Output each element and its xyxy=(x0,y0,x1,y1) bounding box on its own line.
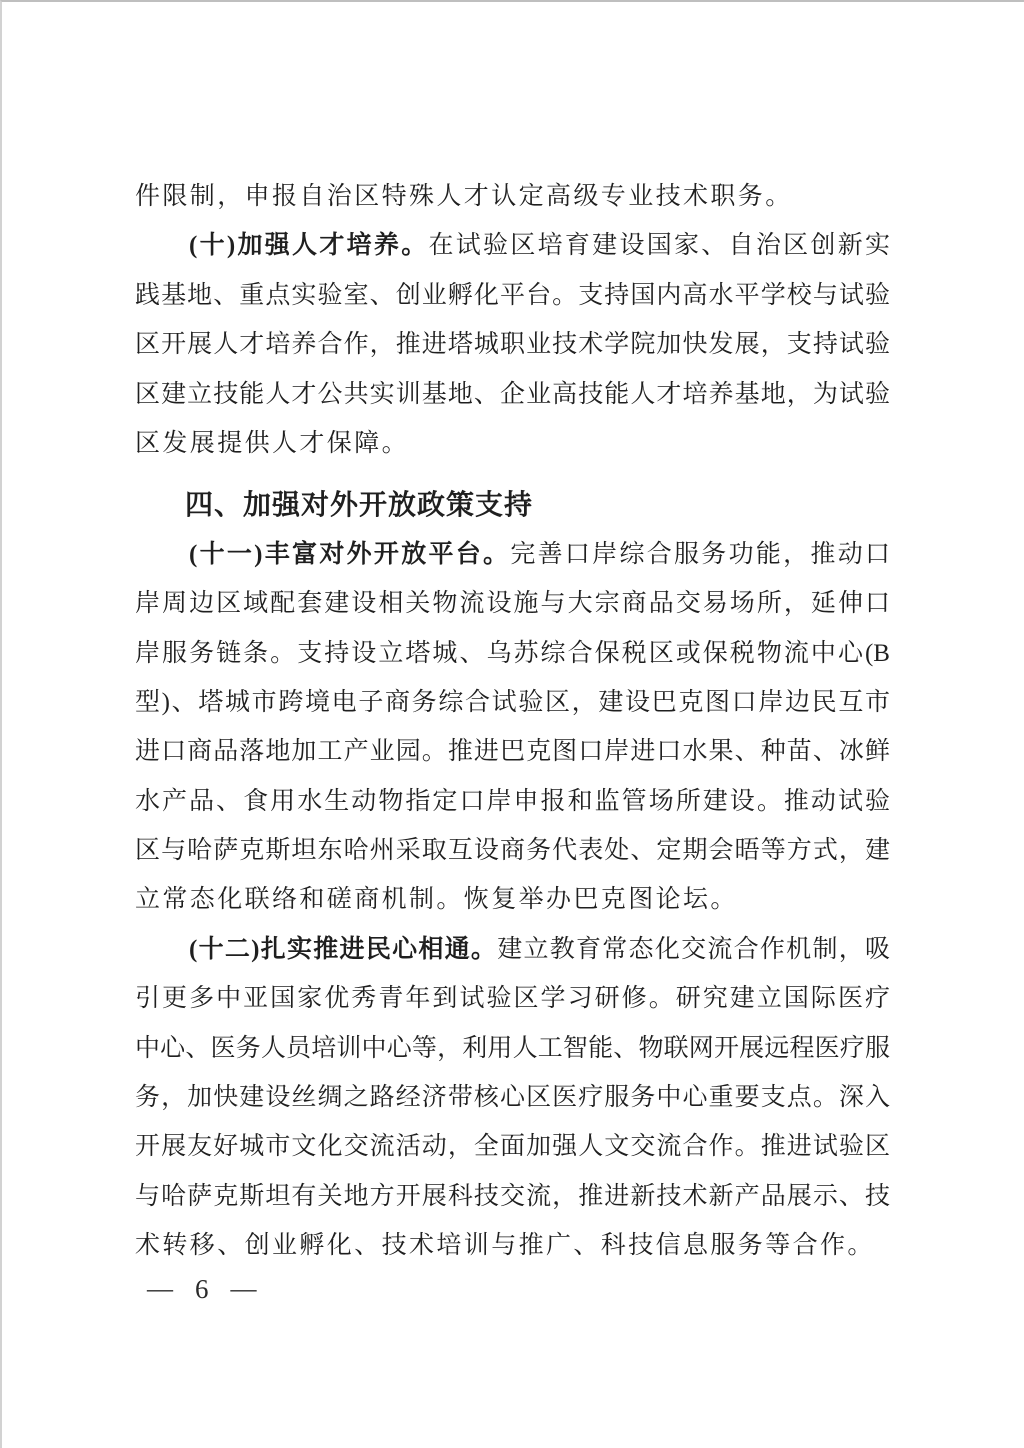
line-text: 区发展提供人才保障。 xyxy=(135,429,410,457)
line-text: 引更多中亚国家优秀青年到试验区学习研修。研究建立国际医疗 xyxy=(135,985,890,1013)
line-text: 区开展人才培养合作，推进塔城职业技术学院加快发展，支持试验 xyxy=(135,331,890,359)
page-number-value: 6 xyxy=(195,1274,209,1304)
line-text: 建立教育常态化交流合作机制，吸 xyxy=(497,935,890,963)
line-text: 立常态化联络和磋商机制。恢复举办巴克图论坛。 xyxy=(135,886,738,914)
text-line xyxy=(135,875,890,924)
text-line xyxy=(135,974,890,1023)
text-line xyxy=(135,579,890,628)
text-line xyxy=(135,1221,890,1270)
text-line xyxy=(135,271,890,320)
text-line xyxy=(135,172,890,221)
line-text: 务，加快建设丝绸之路经济带核心区医疗服务中心重要支点。深入 xyxy=(135,1084,890,1112)
text-line xyxy=(135,1172,890,1221)
text-line xyxy=(135,925,890,974)
paragraph-lead: (十一)丰富对外开放平台。 xyxy=(189,540,511,568)
line-text: 岸服务链条。支持设立塔城、乌苏综合保税区或保税物流中心(B xyxy=(135,639,890,667)
text-line xyxy=(135,727,890,776)
line-text: 术转移、创业孵化、技术培训与推广、科技信息服务等合作。 xyxy=(135,1232,875,1260)
page-number xyxy=(147,1274,257,1304)
text-line xyxy=(135,1073,890,1122)
line-text: 区与哈萨克斯坦东哈州采取互设商务代表处、定期会晤等方式，建 xyxy=(135,837,890,865)
document-text-block xyxy=(135,172,890,1271)
line-text: 在试验区培育建设国家、自治区创新实 xyxy=(428,232,890,260)
line-text: 开展友好城市文化交流活动，全面加强人文交流合作。推进试验区 xyxy=(135,1133,890,1161)
line-text: 进口商品落地加工产业园。推进巴克图口岸进口水果、种苗、冰鲜 xyxy=(135,738,890,766)
paragraph-lead: (十二)扎实推进民心相通。 xyxy=(189,935,498,963)
paragraph-lead: (十)加强人才培养。 xyxy=(189,232,429,260)
page-number-dash-right: — xyxy=(230,1274,257,1303)
text-line xyxy=(135,530,890,579)
text-line xyxy=(135,221,890,270)
section-heading xyxy=(135,480,890,529)
text-line xyxy=(135,678,890,727)
text-line xyxy=(135,1122,890,1171)
text-line xyxy=(135,370,890,419)
text-line xyxy=(135,629,890,678)
section-heading-text: 四、加强对外开放政策支持 xyxy=(185,488,534,522)
line-text: 区建立技能人才公共实训基地、企业高技能人才培养基地，为试验 xyxy=(135,380,890,408)
page-number-dash-left: — xyxy=(147,1274,173,1303)
line-text: 件限制，申报自治区特殊人才认定高级专业技术职务。 xyxy=(135,183,793,210)
line-text: 与哈萨克斯坦有关地方开展科技交流，推进新技术新产品展示、技 xyxy=(135,1182,890,1210)
line-text: 完善口岸综合服务功能，推动口 xyxy=(510,540,890,568)
line-text: 水产品、食用水生动物指定口岸申报和监管场所建设。推动试验 xyxy=(135,787,890,815)
text-line xyxy=(135,320,890,369)
text-line xyxy=(135,777,890,826)
text-line xyxy=(135,1024,890,1073)
line-text: 型)、塔城市跨境电子商务综合试验区，建设巴克图口岸边民互市 xyxy=(135,688,890,716)
line-text: 岸周边区域配套建设相关物流设施与大宗商品交易场所，延伸口 xyxy=(135,590,890,618)
text-line xyxy=(135,826,890,875)
text-line xyxy=(135,419,890,468)
line-text: 践基地、重点实验室、创业孵化平台。支持国内高水平学校与试验 xyxy=(135,281,890,309)
line-text: 中心、医务人员培训中心等，利用人工智能、物联网开展远程医疗服 xyxy=(135,1034,890,1062)
